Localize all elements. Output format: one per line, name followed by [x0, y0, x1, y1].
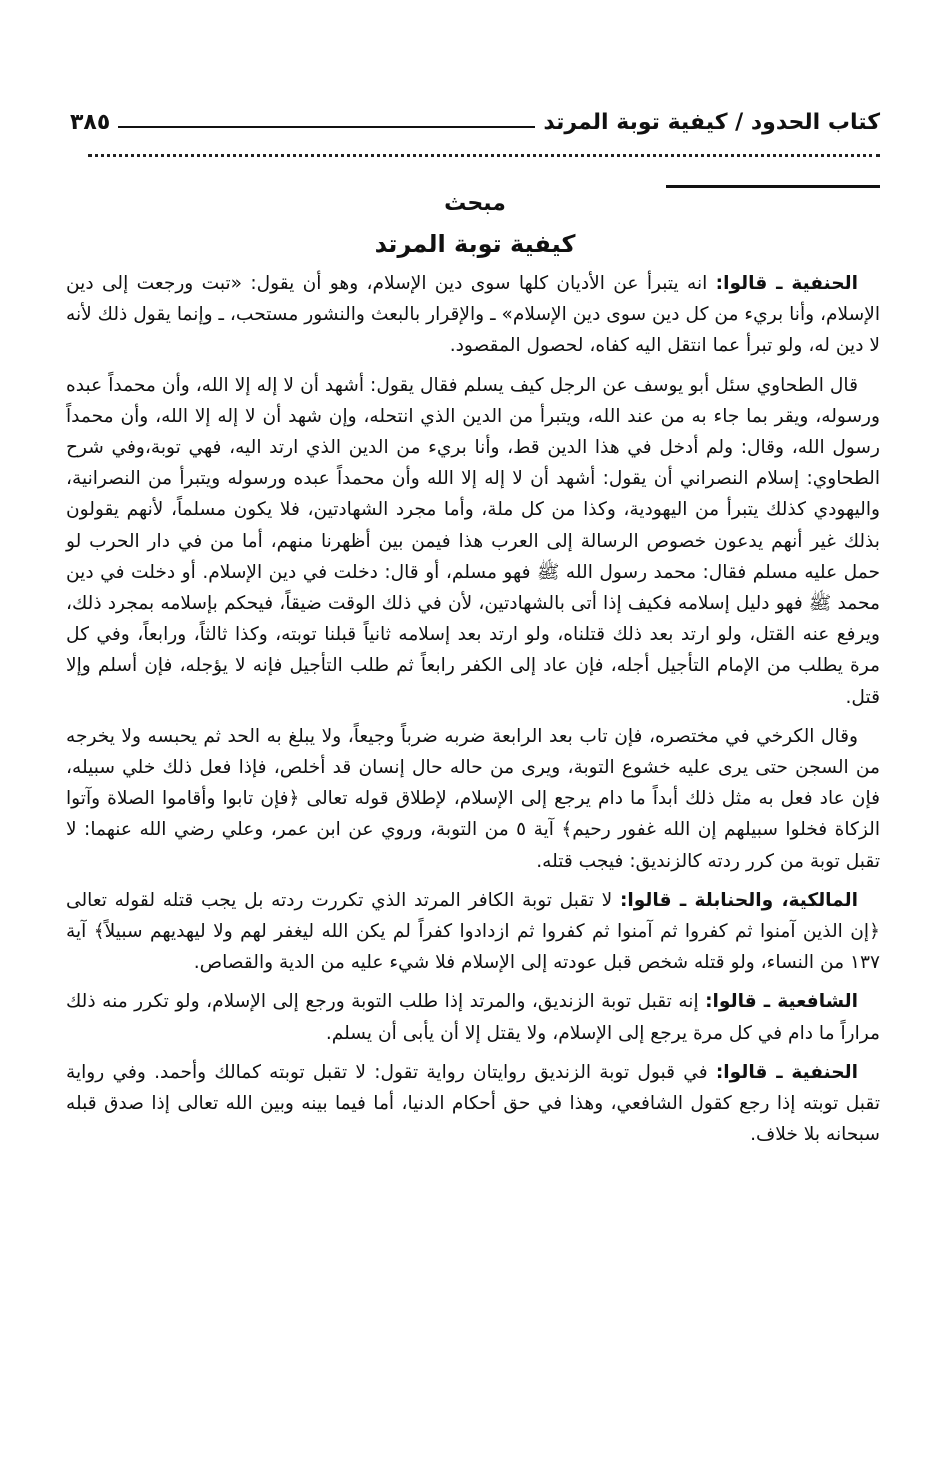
paragraph-text: وقال الكرخي في مختصره، فإن تاب بعد الرابعة ضربه ضرباً وجيعاً، ولا يبلغ به الحد ثم يحبسه ولا يخرجه من السجن حتى يرى عليه خشوع التوبة، ويرى من حاله حال إنسان قد أخلص، فإذا فعل ذلك خلي سبيله، فإن عاد فعل به مثل ذلك أبداً ما دام يرجع إلى الإسلام، لإطلاق قوله تعالى ﴿فإن تابوا وأقاموا الصلاة وآتوا الزكاة فخلوا سبيلهم إن الله غفور رحيم﴾ آية ٥ من التوبة، وروي عن ابن عمر، وعلي رضي الله عنهما: لا تقبل توبة من كرر ردته كالزنديق: فيجب قتله.	[66, 725, 880, 872]
paragraph	[66, 885, 880, 979]
paragraph	[66, 1057, 880, 1151]
section-label: مبحث	[444, 191, 506, 216]
paragraph-lead: الحنفية ـ قالوا:	[715, 273, 858, 294]
page-number: ٣٨٥	[70, 109, 111, 135]
paragraph-text: في قبول توبة الزنديق روايتان رواية تقول: لا تقبل توبته كمالك وأحمد. وفي رواية تقبل توبته إذا رجع كقول الشافعي، وهذا في حق أحكام الدنيا، أما فيما بينه وبين الله تعالى إذا صدق قبله سبحانه بلا خلاف.	[66, 1061, 880, 1146]
running-header	[70, 102, 880, 142]
paragraph	[66, 986, 880, 1048]
paragraph-text: انه يتبرأ عن الأديان كلها سوى دين الإسلام، وهو أن يقول: «تبت ورجعت إلى دين الإسلام، وأنا بريء من كل دين سوى دين الإسلام» ـ والإقرار بالبعث والنشور مستحب، ـ وإنما يقول ذلك لأنه لا دين له، ولو تبرأ عما انتقل اليه كفاه، لحصول المقصود.	[66, 273, 880, 357]
section-title: كيفية توبة المرتد	[374, 230, 576, 258]
paragraph-lead: المالكية، والحنابلة ـ قالوا:	[619, 889, 858, 911]
header-rule	[118, 126, 535, 128]
header-title: كتاب الحدود / كيفية توبة المرتد	[543, 109, 880, 135]
paragraph-text: لا تقبل توبة الكافر المرتد الذي تكررت ردته بل يجب قتله لقوله تعالى ﴿إن الذين آمنوا ثم كفروا ثم آمنوا ثم كفروا ثم ازدادوا كفراً لم يكن الله ليغفر لهم ولا ليهديهم سبيلاً﴾ آية ١٣٧ من النساء، ولو قتله شخص قبل عودته إلى الإسلام فلا شيء عليه من الدية والقصاص.	[66, 889, 880, 974]
paragraph-text: قال الطحاوي سئل أبو يوسف عن الرجل كيف يسلم فقال يقول: أشهد أن لا إله إلا الله، وأن محمداً عبده ورسوله، ويقر بما جاء به من عند الله، ويتبرأ من الدين الذي انتحله، وإن شهد أن لا إله إلا الله، وأن محمداً رسول الله، وقال: ولم أدخل في هذا الدين قط، وأنا بريء من الدين الذي ارتد اليه، فهي توبة،وفي شرح الطحاوي: إسلام النصراني أن يقول: أشهد أن لا إله إلا الله وأن محمداً عبده ورسوله ويتبرأ من النصرانية، واليهودي كذلك يتبرأ من اليهودية، وكذا من كل ملة، وأما مجرد الشهادتين، فلا يكون مسلماً، لأنهم يقولون بذلك غير أنهم يدعون خصوص الرسالة إلى العرب هذا فيمن بين أظهرنا منهم، أما من في دار الحرب لو حمل عليه مسلم فقال: محمد رسول الله ﷺ فهو مسلم، أو قال: دخلت في دين الإسلام. أو دخلت في دين محمد ﷺ فهو دليل إسلامه فكيف إذا أتى بالشهادتين، لأن في ذلك الوقت ضيقاً، فيحكم بإسلامه بمجرد ذلك، ويرفع عنه القتل، ولو ارتد بعد ذلك قتلناه، ولو ارتد بعد إسلامه ثانياً قبلنا توبته، وكذا ثالثاً، ورابعاً، وفي كل مرة يطلب من الإمام التأجيل أجله، فإن عاد إلى الكفر رابعاً ثم طلب التأجيل فإنه لا يؤجله، فإن أسلم وإلا قتل.	[66, 374, 880, 708]
paragraph-lead: الشافعية ـ قالوا:	[705, 991, 858, 1013]
paragraph-lead: الحنفية ـ قالوا:	[715, 1061, 858, 1083]
dotted-divider	[88, 154, 880, 157]
body-text	[66, 268, 880, 1158]
paragraph	[66, 370, 880, 713]
paragraph	[66, 268, 880, 362]
paragraph-text: إنه تقبل توبة الزنديق، والمرتد إذا طلب التوبة ورجع إلى الإسلام، ولو تكرر منه ذلك مراراً ما دام في كل مرة يرجع إلى الإسلام، ولا يقتل إلا أن يأبى أن يسلم.	[66, 991, 880, 1044]
paragraph	[66, 721, 880, 877]
